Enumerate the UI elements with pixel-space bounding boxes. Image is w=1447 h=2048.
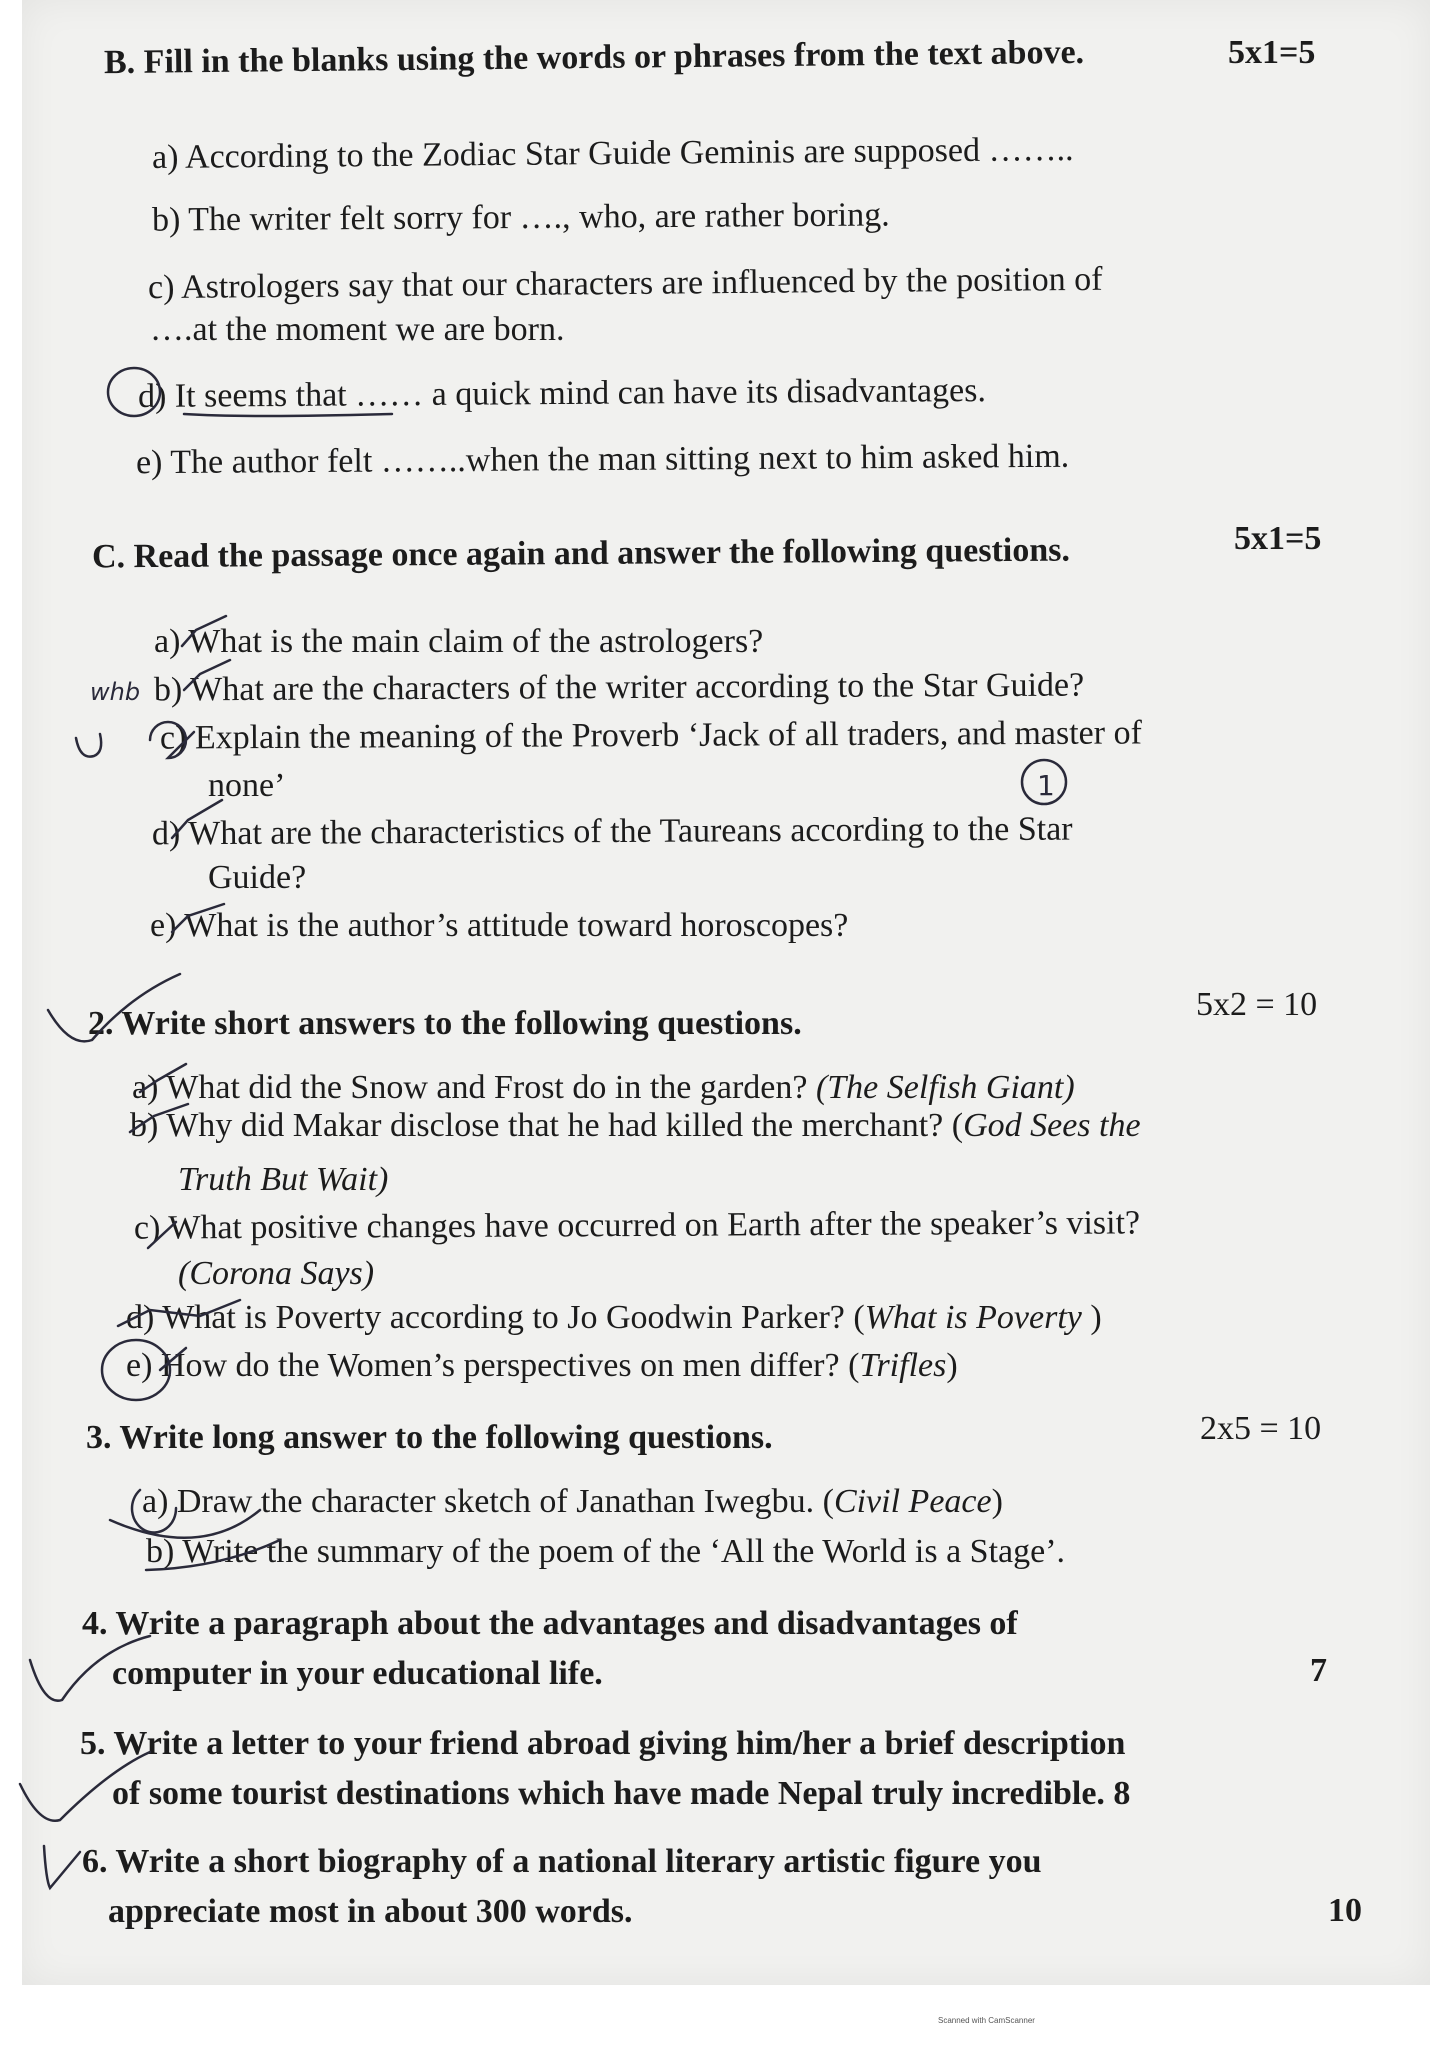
section-c-item-b: b) What are the characters of the writer according to the Star Guide? [153,666,1085,709]
section-b-marks: 5x1=5 [1228,34,1316,71]
scanner-footer: Scanned with CamScanner [938,2016,1035,2025]
q3-item-a-close: ) [991,1483,1003,1520]
q2-item-d-source: What is Poverty [864,1299,1082,1336]
q2-item-a [132,1068,1075,1108]
q2-item-b-source-cont: Truth But Wait) [178,1161,389,1198]
q2-item-a-source: (The Selfish Giant) [815,1069,1075,1106]
section-b-item-e: e) The author felt ……..when the man sitting next to him asked him. [135,437,1070,482]
circled-number: 1 [1037,769,1055,802]
section-c-item-d-cont: Guide? [208,859,307,896]
section-b-item-a: a) According to the Zodiac Star Guide Geminis are supposed …….. [151,130,1074,177]
section-c-item-c: c) Explain the meaning of the Proverb ‘Jack of all traders, and master of [159,714,1142,757]
q6-marks: 10 [1328,1892,1362,1929]
q2-item-b-cont [178,1160,388,1200]
q3-marks: 2x5 = 10 [1200,1410,1322,1447]
q2-item-a-text: a) What did the Snow and Frost do in the garden? [132,1069,808,1106]
q3-item-a-source: Civil Peace [833,1483,992,1520]
q2-item-c-source: (Corona Says) [178,1255,375,1292]
q2-item-d-text: d) What is Poverty according to Jo Goodwin Parker? ( [126,1299,865,1336]
section-b-item-c-cont: ….at the moment we are born. [150,311,565,348]
section-c-item-c-cont: none’ [208,767,286,804]
q2-item-c-cont [178,1254,374,1294]
q2-marks: 5x2 = 10 [1196,986,1318,1023]
q2-item-e-text: e) How do the Women’s perspectives on men differ? ( [126,1347,860,1384]
section-b-item-d: d) It seems that …… a quick mind can have its disadvantages. [137,372,987,415]
q2-item-d [126,1298,1102,1338]
q2-item-e-close: ) [946,1347,958,1384]
section-c-marks: 5x1=5 [1234,520,1322,557]
section-b-item-b: b) The writer felt sorry for …., who, are rather boring. [151,196,890,239]
q3-item-a [142,1482,1003,1522]
section-c-item-d: d) What are the characteristics of the Taureans according to the Star [151,810,1073,853]
q4-marks: 7 [1310,1652,1327,1689]
section-c-heading: C. Read the passage once again and answer the following questions. [91,531,1071,576]
q6-line-1: 6. Write a short biography of a national literary artistic figure you [82,1843,1042,1880]
q2-item-b-source: God Sees the [963,1107,1141,1144]
q3-item-a-text: a) Draw the character sketch of Janathan Iwegbu. ( [142,1483,834,1520]
q2-heading: 2. Write short answers to the following questions. [88,1005,802,1042]
section-c-item-e: e) What is the author’s attitude toward horoscopes? [150,907,849,944]
section-b-item-c: c) Astrologers say that our characters are influenced by the position of [147,260,1103,307]
q2-item-b-text: b) Why did Makar disclose that he had killed the merchant? ( [130,1107,964,1144]
margin-note: whb [90,678,141,706]
q2-item-d-close: ) [1081,1299,1102,1336]
q2-item-b [130,1106,1141,1146]
q3-heading: 3. Write long answer to the following questions. [86,1419,773,1456]
q6-line-2: appreciate most in about 300 words. [108,1893,633,1930]
q2-item-e-source: Trifles [859,1347,947,1384]
q5-line-1: 5. Write a letter to your friend abroad giving him/her a brief description [80,1725,1126,1762]
q2-item-e [126,1346,958,1386]
q4-line-1: 4. Write a paragraph about the advantages and disadvantages of [82,1605,1018,1642]
q5-line-2: of some tourist destinations which have made Nepal truly incredible. 8 [112,1775,1131,1812]
section-b-heading: B. Fill in the blanks using the words or phrases from the text above. [103,33,1085,82]
q3-item-b: b) Write the summary of the poem of the ‘All the World is a Stage’. [146,1533,1066,1570]
section-c-item-a: a) What is the main claim of the astrologers? [154,623,764,660]
q4-line-2: computer in your educational life. [112,1655,603,1692]
q2-item-c: c) What positive changes have occurred on Earth after the speaker’s visit? [133,1204,1141,1247]
